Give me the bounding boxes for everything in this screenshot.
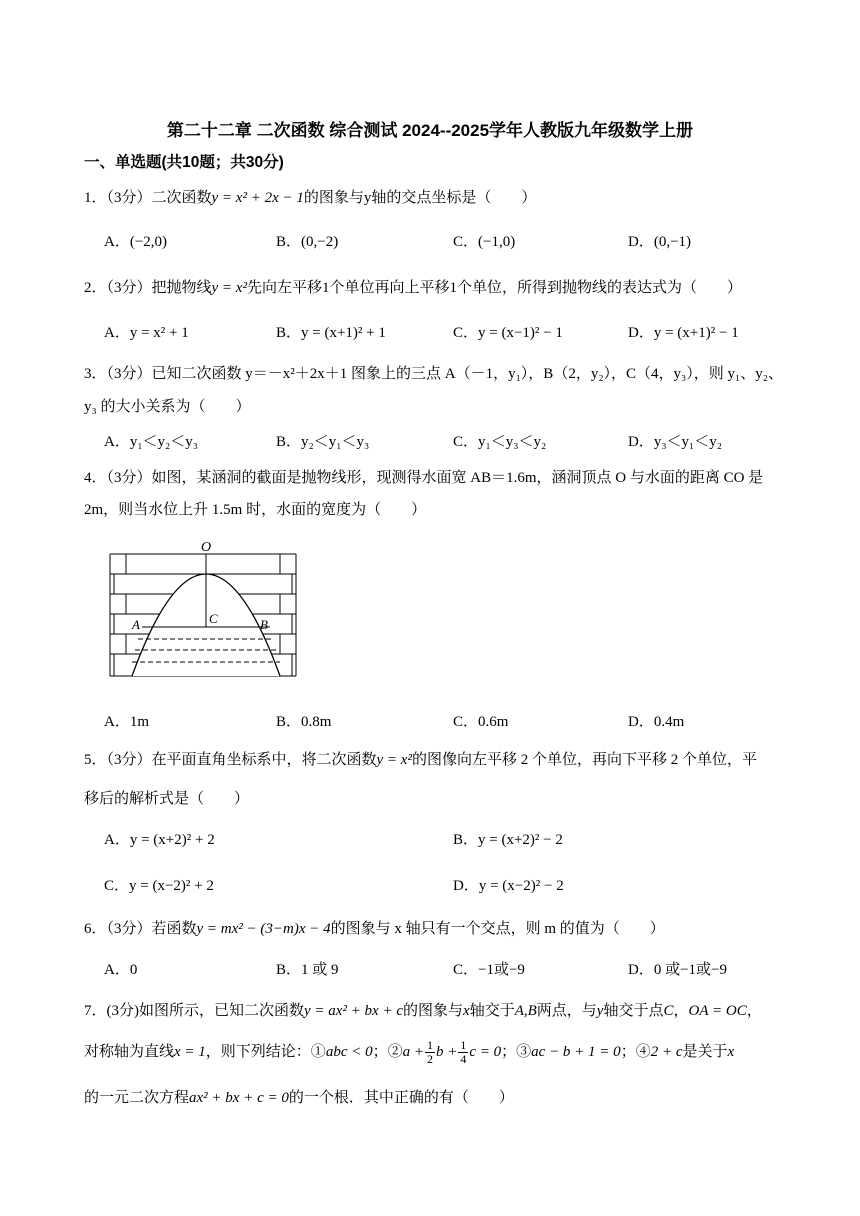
fraction-denominator: 2 — [426, 1052, 433, 1066]
q2-option-d[interactable]: D．y = (x+1)² − 1 — [628, 325, 739, 341]
q7-fraction — [425, 1039, 435, 1066]
q7-conclusion-1: abc < 0 — [325, 1043, 373, 1060]
q5-option-d[interactable]: D．y = (x−2)² − 2 — [453, 878, 564, 894]
question-1 — [84, 186, 536, 207]
question-3-line2: y₃ 的大小关系为（ ） — [84, 399, 251, 415]
q1-suffix: 的图象与y轴的交点坐标是（ ） — [303, 190, 537, 206]
q7-var: x — [727, 1043, 735, 1060]
label-c: C — [209, 611, 218, 626]
q3-option-a[interactable]: A．y₁＜y₂＜y₃ — [104, 434, 199, 450]
q4-option-c[interactable]: C．0.6m — [453, 714, 509, 730]
q7-conclusion-4: 2 + c — [650, 1043, 683, 1060]
q5-option-c[interactable]: C．y = (x−2)² + 2 — [104, 878, 214, 894]
q2-option-b[interactable]: B．y = (x+1)² + 1 — [276, 325, 386, 341]
q4-option-a[interactable]: A．1m — [104, 714, 150, 730]
q7-expr: ax² + bx + c = 0 — [189, 1090, 289, 1106]
q3-option-c[interactable]: C．y₁＜y₃＜y₂ — [453, 434, 547, 450]
label-a: A — [132, 617, 140, 632]
q2-option-c[interactable]: C．y = (x−1)² − 1 — [453, 325, 563, 341]
question-4-line1: 4．（3分）如图，某涵洞的截面是抛物线形，现测得水面宽 AB＝1.6m，涵洞顶点 O 与水面的距离 CO 是 — [84, 470, 764, 486]
q1-option-a[interactable]: A．(−2,0) — [104, 234, 168, 250]
q7-var: y — [596, 1003, 604, 1019]
q1-expr: y = x² + 2x − 1 — [211, 190, 304, 206]
q5-option-a[interactable]: A．y = (x+2)² + 2 — [104, 832, 215, 848]
q6-prefix: 6．（3分）若函数 — [84, 921, 197, 937]
q6-expr: y = mx² − (3−m)x − 4 — [196, 921, 331, 937]
q2-suffix: 先向左平移1个单位再向上平移1个单位，所得到抛物线的表达式为（ ） — [246, 280, 742, 296]
q7-text: 7．(3分)如图所示，已知二次函数 — [84, 1003, 304, 1019]
q7-text: 的一元二次方程 — [84, 1090, 190, 1106]
q6-option-d[interactable]: D．0 或−1或−9 — [628, 962, 728, 978]
q7-text: ， — [673, 1003, 689, 1019]
culvert-figure — [108, 538, 300, 680]
q6-option-c[interactable]: C．−1或−9 — [453, 962, 525, 978]
question-2 — [84, 276, 742, 297]
document-title: 第二十二章 二次函数 综合测试 2024--2025学年人教版九年级数学上册 — [166, 121, 694, 140]
fraction-denominator: 4 — [460, 1052, 467, 1066]
q7-var: C — [663, 1003, 674, 1019]
q7-conclusion-2: a + — [402, 1043, 424, 1060]
q2-expr: y = x² — [211, 280, 247, 296]
q6-suffix: 的图象与 x 轴只有一个交点，则 m 的值为（ ） — [330, 921, 665, 937]
question-5-line2: 移后的解析式是（ ） — [84, 791, 250, 807]
q7-text: 两点，与 — [536, 1003, 597, 1019]
label-o: O — [201, 540, 212, 555]
q7-text: ， — [746, 1003, 762, 1019]
q7-expr: OA = OC — [688, 1003, 747, 1019]
question-7-line2 — [84, 1039, 734, 1066]
q3-option-b[interactable]: B．y₂＜y₁＜y₃ — [276, 434, 370, 450]
question-5 — [84, 748, 757, 769]
q7-text: 的一个根．其中正确的有（ ） — [288, 1090, 514, 1106]
q3-option-d[interactable]: D．y₃＜y₁＜y₂ — [628, 434, 723, 450]
q7-text: ，则下列结论：① — [205, 1043, 326, 1060]
question-3-line1: 3．（3分）已知二次函数 y＝－x²＋2x＋1 图象上的三点 A（－1，y₁），B（2，y₂），C（4，y₃），则 y₁、y₂、 — [84, 366, 783, 382]
q7-text: ；③ — [501, 1043, 532, 1060]
q4-option-b[interactable]: B．0.8m — [276, 714, 332, 730]
fraction-numerator: 1 — [426, 1038, 433, 1052]
q7-text: ；② — [372, 1043, 403, 1060]
q6-option-a[interactable]: A．0 — [104, 962, 138, 978]
question-4-line2: 2m，则当水位上升 1.5m 时，水面的宽度为（ ） — [84, 502, 427, 518]
q7-text: 轴交于点 — [603, 1003, 664, 1019]
q1-option-b[interactable]: B．(0,−2) — [276, 234, 339, 250]
q7-text: ；④ — [620, 1043, 651, 1060]
q6-option-b[interactable]: B．1 或 9 — [276, 962, 339, 978]
q2-option-a[interactable]: A．y = x² + 1 — [104, 325, 189, 341]
q7-var: x — [463, 1003, 470, 1019]
q7-var: A,B — [514, 1003, 537, 1019]
q7-conclusion-2: c = 0 — [469, 1043, 502, 1060]
q1-prefix: 1．（3分）二次函数 — [84, 190, 212, 206]
question-7-line1 — [84, 999, 762, 1020]
section-heading: 一、单选题(共10题；共30分) — [84, 154, 284, 171]
q7-expr: x = 1 — [174, 1043, 206, 1060]
q7-text: 对称轴为直线 — [84, 1043, 175, 1060]
q1-option-c[interactable]: C．(−1,0) — [453, 234, 516, 250]
q5-expr: y = x² — [376, 752, 412, 768]
label-b: B — [260, 617, 268, 632]
q1-option-d[interactable]: D．(0,−1) — [628, 234, 692, 250]
q7-expr: y = ax² + bx + c — [304, 1003, 403, 1019]
q7-conclusion-2: b + — [435, 1043, 458, 1060]
q7-text: 的图象与 — [403, 1003, 464, 1019]
q7-text: 是关于 — [682, 1043, 728, 1060]
q5-prefix: 5．（3分）在平面直角坐标系中，将二次函数 — [84, 752, 377, 768]
q2-prefix: 2．（3分）把抛物线 — [84, 280, 212, 296]
fraction-numerator: 1 — [460, 1038, 467, 1052]
q5-suffix: 的图像向左平移 2 个单位，再向下平移 2 个单位，平 — [411, 752, 757, 768]
question-6 — [84, 917, 665, 938]
q7-text: 轴交于 — [469, 1003, 515, 1019]
q7-conclusion-3: ac − b + 1 = 0 — [531, 1043, 621, 1060]
question-7-line3 — [84, 1086, 514, 1107]
q7-fraction — [458, 1039, 468, 1066]
q5-option-b[interactable]: B．y = (x+2)² − 2 — [453, 832, 563, 848]
q4-option-d[interactable]: D．0.4m — [628, 714, 685, 730]
